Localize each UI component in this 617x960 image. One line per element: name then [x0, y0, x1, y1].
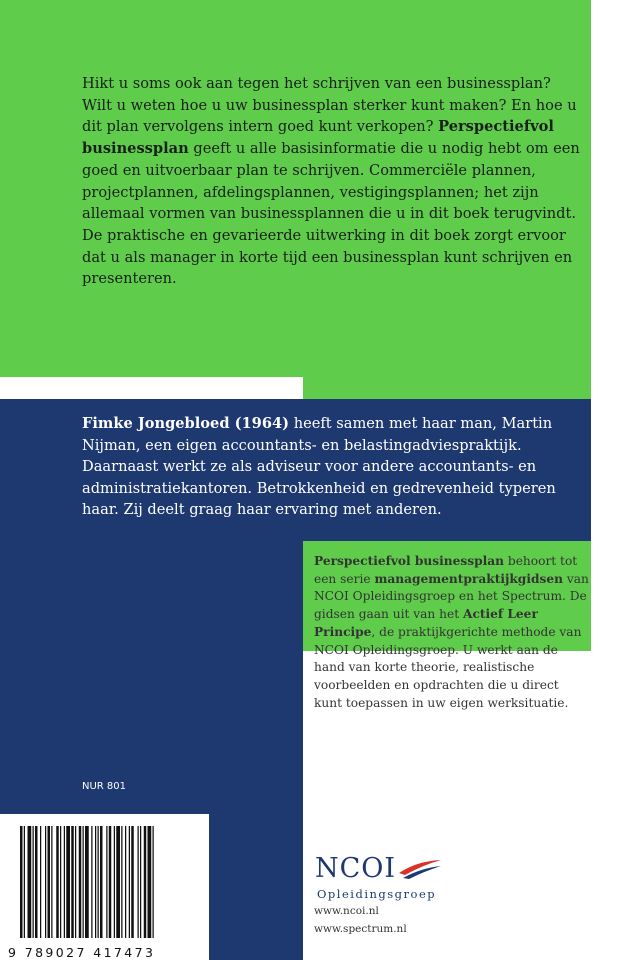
- barcode-panel: [0, 814, 209, 960]
- series-name: managementpraktijkgidsen: [374, 571, 563, 586]
- author-name: Fimke Jongebloed (1964): [82, 415, 290, 432]
- ncoi-swoosh-icon: [397, 859, 443, 879]
- author-bio-text: heeft samen met haar man, Martin Nijman, een eigen accountants- en belastingadviespraktijk. Daarnaast werkt ze als adviseur voor andere accountants- en administratiekantoren. Betrokkenheid en gedrevenheid typeren haar. Zij deelt graag haar ervaring met anderen.: [82, 415, 556, 519]
- logo-name: NCOI: [315, 853, 397, 884]
- blurb-rest: geeft u alle basisinformatie die u nodig hebt om een goed en uitvoerbaar plan te schrijven. Commerciële plannen, projectplannen, afdelingsplannen, vestigingsplannen; het zijn allemaal vormen van businessplannen die u in dit boek terugvindt. De praktische en gevarieerde uitwerking in dit boek zorgt ervoor dat u als manager in korte tijd een businessplan kunt schrijven en presenteren.: [82, 140, 580, 288]
- series-text-3: , de praktijkgerichte methode van NCOI Opleidingsgroep. U werkt aan de hand van korte theorie, realistische voorbeelden en opdrachten die u direct kunt toepassen in uw eigen werksituatie.: [314, 624, 582, 710]
- isbn-number: 9 789027 417473: [8, 945, 156, 960]
- isbn-barcode: [18, 826, 196, 942]
- author-bio: [82, 413, 582, 521]
- blurb-title: Perspectiefvol businessplan: [82, 118, 554, 158]
- series-text-1: behoort tot een serie: [314, 554, 578, 586]
- white-strip: [0, 377, 303, 400]
- ncoi-logo: [315, 853, 465, 903]
- url-ncoi[interactable]: www.ncoi.nl: [314, 905, 379, 917]
- series-principle: Actief Leer Principe: [314, 607, 538, 639]
- url-spectrum[interactable]: www.spectrum.nl: [314, 923, 407, 935]
- series-info: [314, 553, 590, 712]
- series-book-title: Perspectiefvol businessplan: [314, 554, 505, 568]
- logo-subtitle: Opleidingsgroep: [317, 887, 437, 901]
- blurb-text: [82, 73, 582, 290]
- series-text-2: van NCOI Opleidingsgroep en het Spectrum. De gidsen gaan uit van het: [314, 571, 589, 622]
- blurb-intro: Hikt u soms ook aan tegen het schrijven van een businessplan? Wilt u weten hoe u uw businessplan sterker kunt maken? En hoe u dit plan vervolgens intern goed kunt verkopen?: [82, 75, 577, 136]
- nur-code: NUR 801: [82, 781, 127, 792]
